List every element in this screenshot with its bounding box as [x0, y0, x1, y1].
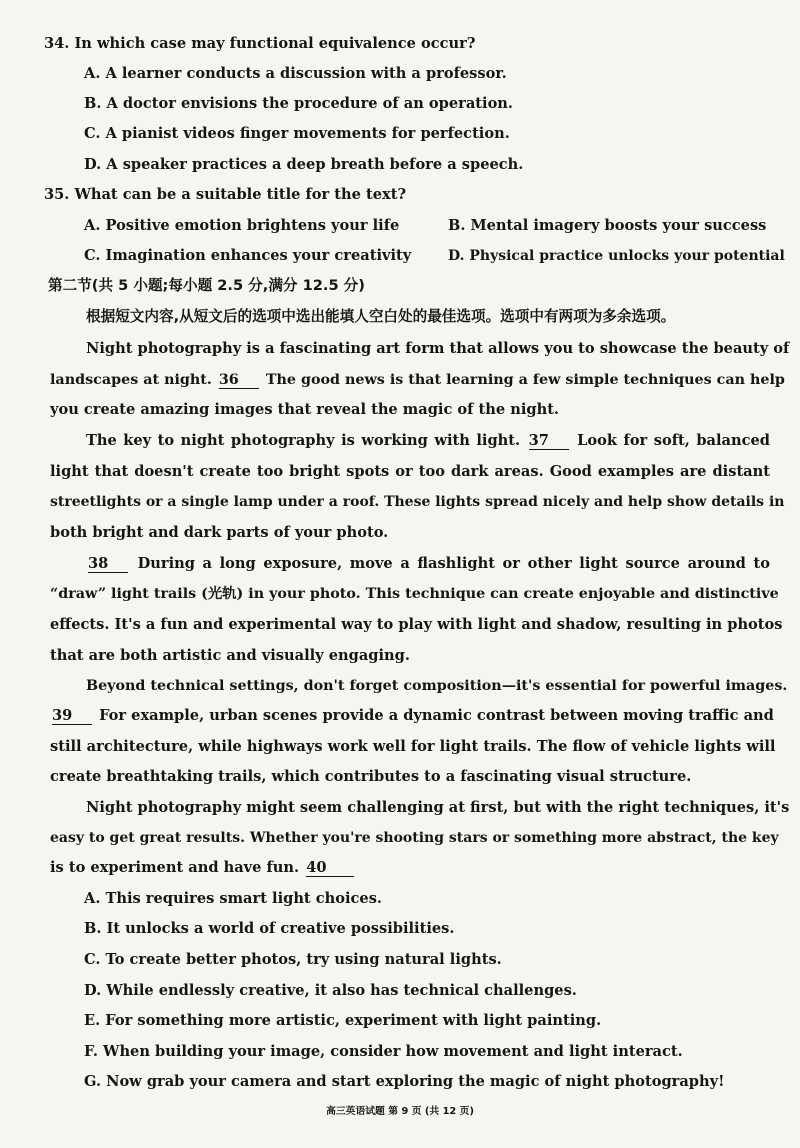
answer-option-d: D. While endlessly creative, it also has technical challenges.: [84, 982, 577, 999]
passage-p3-line3: effects. It's a fun and experimental way to play with light and shadow, resulting in photos: [50, 616, 783, 633]
blank-38: 38: [88, 556, 128, 573]
question-35-option-d: D. Physical practice unlocks your potential: [448, 248, 785, 264]
section-instruction: 根据短文内容,从短文后的选项中选出能填人空白处的最佳选项。选项中有两项为多余选项。: [86, 308, 676, 325]
passage-p2-line1: [86, 431, 770, 451]
question-35-option-b: B. Mental imagery boosts your success: [448, 217, 767, 234]
question-35-option-a: A. Positive emotion brightens your life: [84, 217, 400, 234]
question-35-option-c: C. Imagination enhances your creativity: [84, 247, 412, 264]
question-34-option-c: C. A pianist videos finger movements for perfection.: [84, 125, 510, 142]
passage-p2-line4: both bright and dark parts of your photo.: [50, 524, 389, 541]
passage-p3-line1: [86, 554, 770, 574]
section-heading: 第二节(共 5 小题;每小题 2.5 分,满分 12.5 分): [48, 277, 365, 294]
passage-p5-line3: [50, 858, 770, 878]
answer-option-e: E. For something more artistic, experiment with light painting.: [84, 1012, 602, 1029]
passage-p3-line4: that are both artistic and visually engaging.: [50, 647, 410, 664]
question-34-stem: 34. In which case may functional equivalence occur?: [44, 35, 476, 52]
passage-p1-line2: [50, 370, 785, 390]
passage-text: The good news is that learning a few simple techniques can help: [265, 372, 785, 388]
question-34-option-b: B. A doctor envisions the procedure of an operation.: [84, 95, 513, 112]
passage-text: “draw” light trails (: [50, 586, 208, 602]
blank-36: 36: [219, 372, 259, 389]
passage-p4-line1: Beyond technical settings, don't forget composition—it's essential for powerful images.: [86, 678, 788, 694]
question-34-option-d: D. A speaker practices a deep breath before a speech.: [84, 156, 524, 173]
question-34-option-a: A. A learner conducts a discussion with a professor.: [84, 65, 507, 82]
blank-39: 39: [52, 708, 92, 725]
passage-text: Look for soft, balanced: [577, 432, 770, 449]
passage-p2-line2: light that doesn't create too bright spots or too dark areas. Good examples are distant: [50, 463, 770, 480]
blank-37: 37: [529, 433, 569, 450]
passage-text-cn: 光轨: [207, 586, 237, 602]
answer-option-c: C. To create better photos, try using natural lights.: [84, 951, 502, 968]
passage-text: is to experiment and have fun.: [50, 859, 300, 876]
passage-p5-line1: Night photography might seem challenging at first, but with the right techniques, it's: [86, 799, 790, 816]
answer-option-g: G. Now grab your camera and start exploring the magic of night photography!: [84, 1073, 725, 1090]
question-35-stem: 35. What can be a suitable title for the text?: [44, 186, 407, 203]
passage-text: During a long exposure, move a flashlight or other light source around to: [137, 555, 770, 572]
page-footer: 高三英语试题 第 9 页 (共 12 页): [326, 1106, 474, 1117]
passage-p4-line2: [50, 706, 774, 726]
passage-text: ) in your photo. This technique can create enjoyable and distinctive: [236, 586, 779, 602]
passage-p2-line3: streetlights or a single lamp under a roof. These lights spread nicely and help show details in: [50, 494, 785, 510]
passage-text: The key to night photography is working with light.: [86, 432, 521, 449]
blank-40: 40: [306, 860, 354, 877]
answer-option-a: A. This requires smart light choices.: [84, 890, 382, 907]
passage-p5-line2: easy to get great results. Whether you're shooting stars or something more abstract, the key: [50, 830, 779, 846]
passage-text: landscapes at night.: [50, 372, 212, 388]
answer-option-f: F. When building your image, consider how movement and light interact.: [84, 1043, 683, 1060]
passage-p3-line2: [50, 584, 779, 604]
passage-p1-line3: you create amazing images that reveal the magic of the night.: [50, 401, 560, 418]
passage-p4-line4: create breathtaking trails, which contributes to a fascinating visual structure.: [50, 768, 692, 785]
passage-p1-line1: Night photography is a fascinating art form that allows you to showcase the beauty of: [86, 340, 790, 357]
answer-option-b: B. It unlocks a world of creative possibilities.: [84, 920, 455, 937]
passage-text: For example, urban scenes provide a dynamic contrast between moving traffic and: [99, 707, 774, 724]
passage-p4-line3: still architecture, while highways work well for light trails. The flow of vehicle lights will: [50, 738, 776, 755]
